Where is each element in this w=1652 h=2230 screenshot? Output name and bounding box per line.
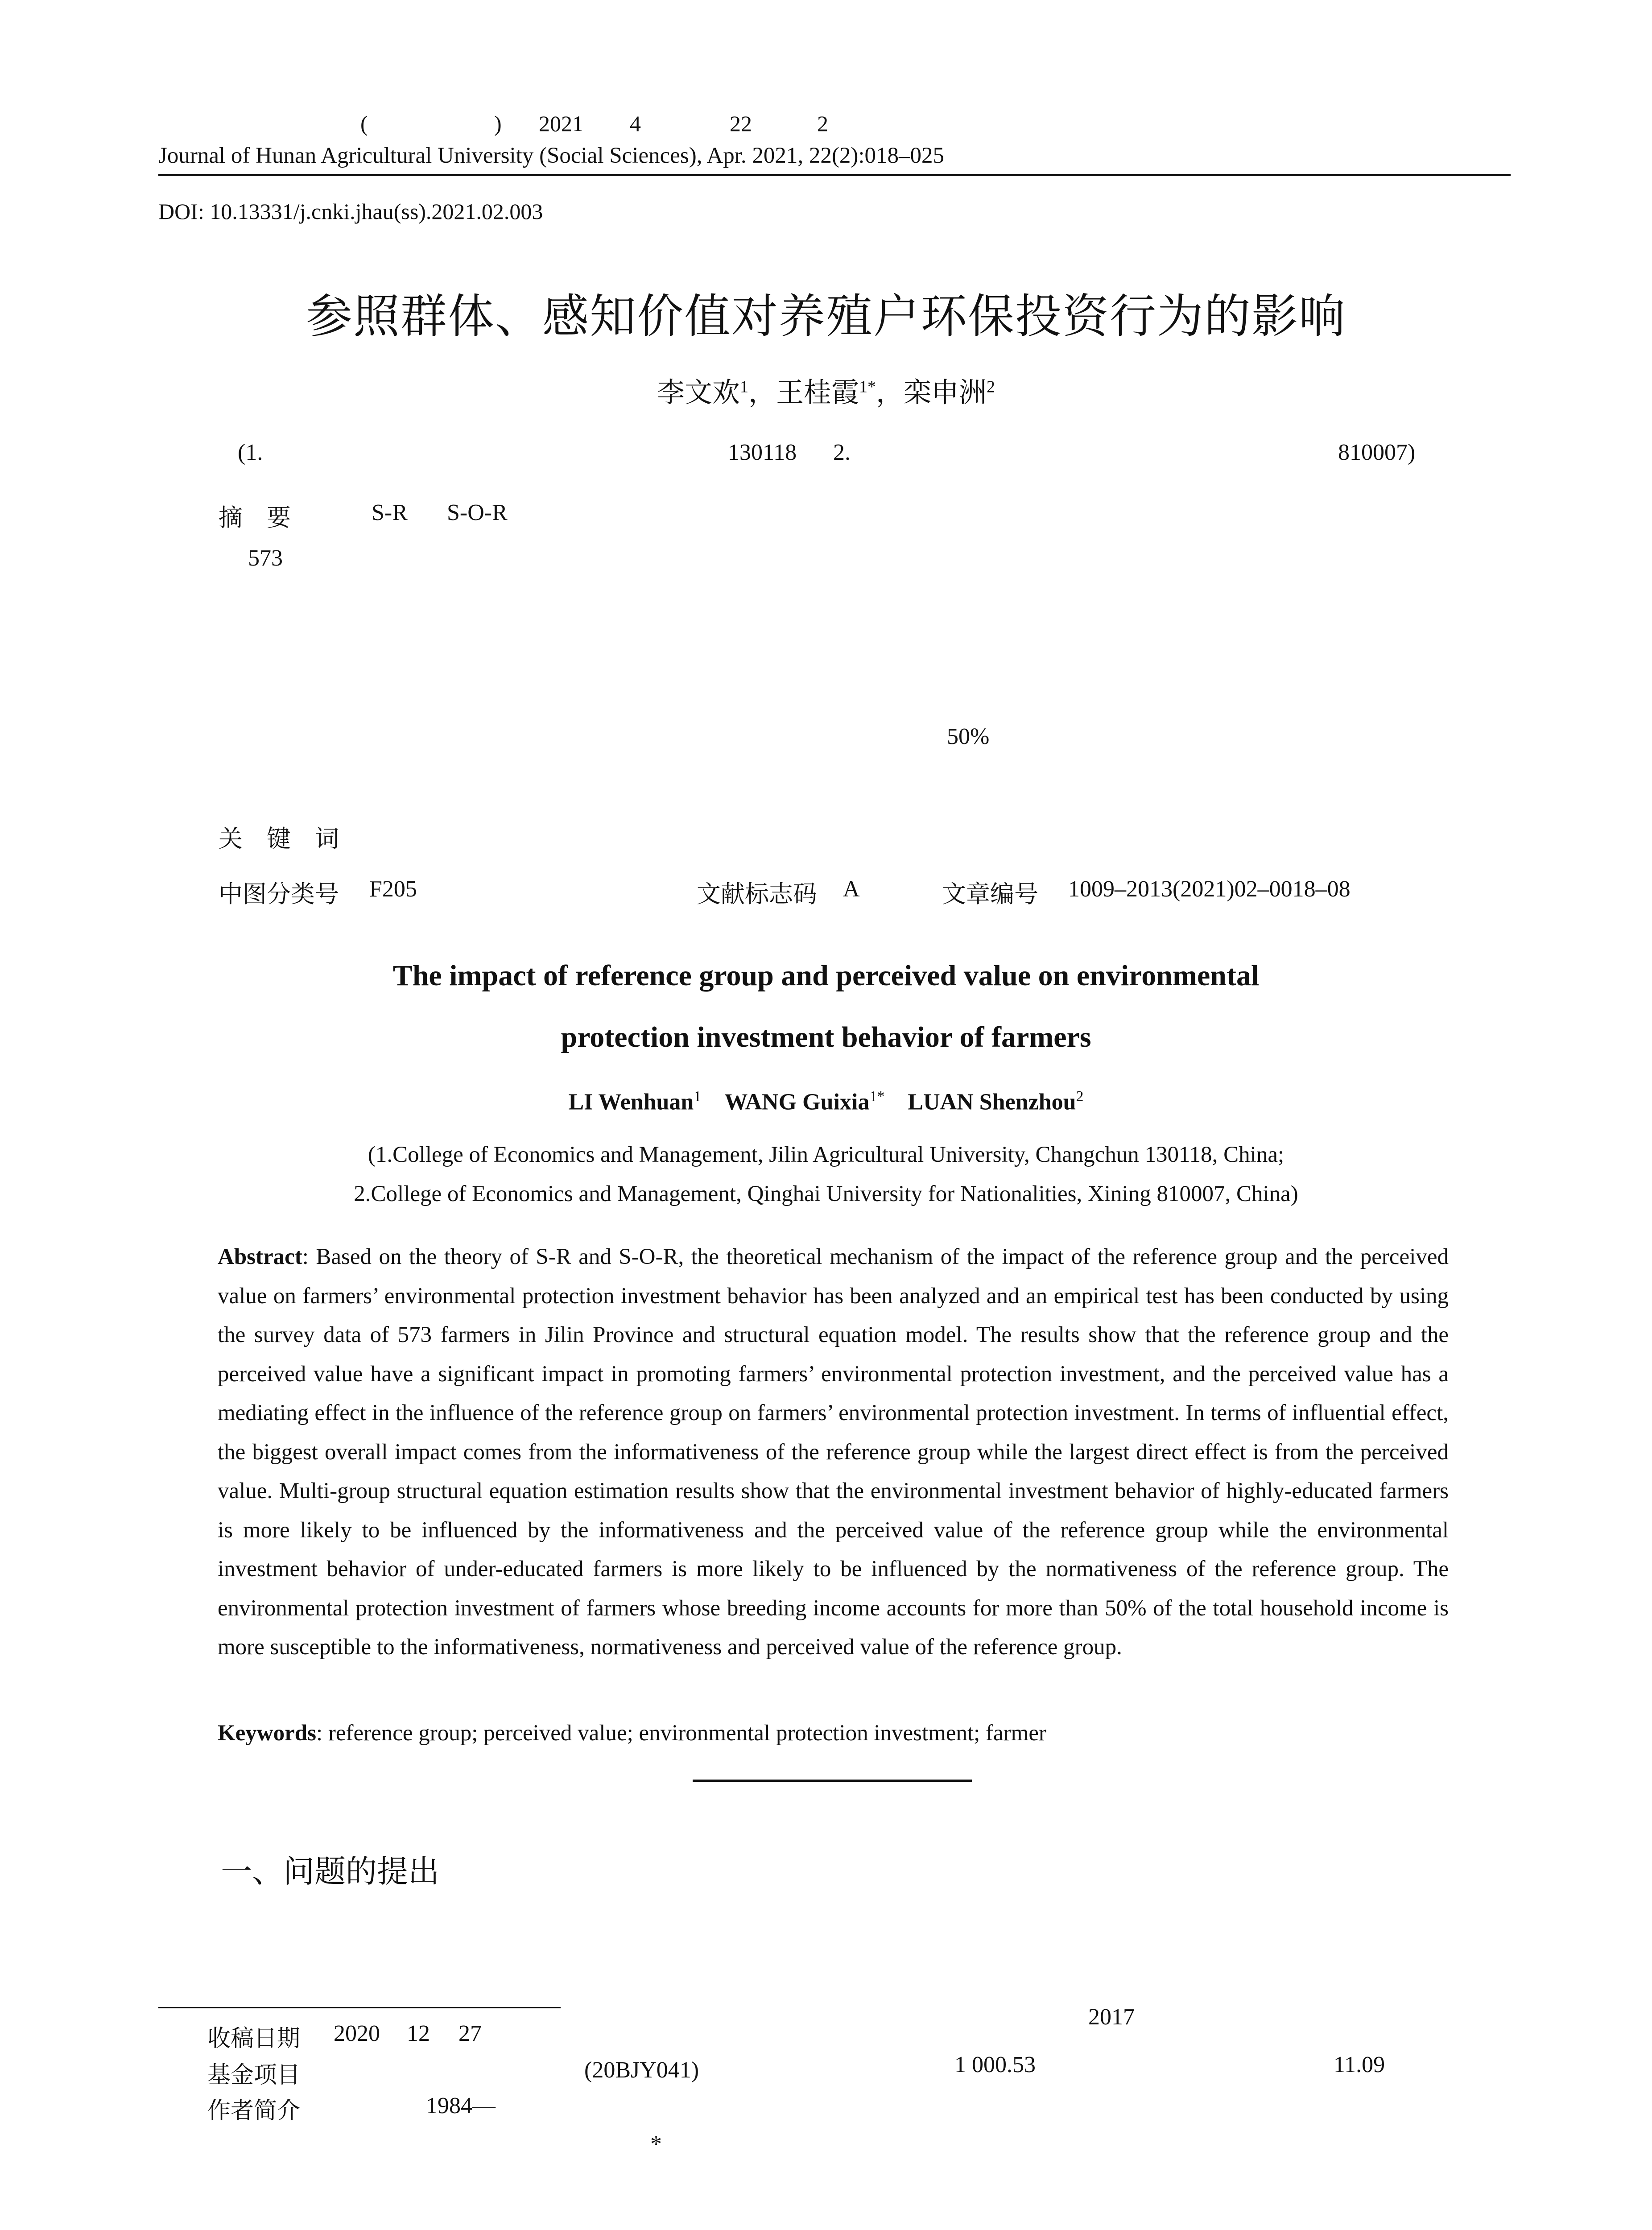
paper-title-en-line2: protection investment behavior of farmers (561, 1021, 1091, 1053)
header-issue: 2 (817, 111, 828, 136)
author-affil-mark: 2 (1076, 1088, 1084, 1105)
fund-code: (20BJY041) (584, 2057, 699, 2083)
author-name-en: LI Wenhuan (568, 1089, 694, 1115)
doc-code-value: A (843, 876, 860, 902)
authors-cn (0, 370, 1652, 410)
abstract-en-text: : Based on the theory of S-R and S-O-R, the theoretical mechanism of the impact of the reference group and the perceived value on farmers’ environmental protection investment behavior has been analyzed and an empirical test has been conducted by using the survey data of 573 farmers in Jilin Province and structural equation model. The results show that the reference group and the perceived value have a significant impact in promoting farmers’ environmental protection investment, and the perceived value has a mediating effect in the influence of the reference group on farmers’ environmental protection investment. In terms of influential effect, the biggest overall impact comes from the informativeness of the reference group while the largest direct effect is from the perceived value. Multi-group structural equation estimation results show that the environmental investment behavior of highly-educated farmers is more likely to be influenced by the informativeness and the perceived value of the reference group while the environmental investment behavior of under-educated farmers is more likely to be influenced by the normativeness of the reference group. The environmental protection investment of farmers whose breeding income accounts for more than 50% of the total household income is more susceptible to the informativeness, normativeness and perceived value of the reference group. (218, 1244, 1449, 1660)
section-divider (693, 1780, 972, 1782)
authors-en (0, 1088, 1652, 1115)
author-affil-mark: 1* (869, 1088, 885, 1105)
header-rule (158, 174, 1511, 176)
author-name: 李文欢 (657, 376, 740, 409)
received-label: 收稿日期 (207, 2025, 301, 2052)
author-separator: ， (876, 376, 904, 409)
keywords-en-text: : reference group; perceived value; environmental protection investment; farmer (316, 1721, 1046, 1746)
keywords-en (218, 1720, 1046, 1746)
author-separator: ， (748, 376, 776, 409)
section-heading: 一、问题的提出 (221, 1853, 439, 1890)
fund-label: 基金项目 (207, 2062, 301, 2089)
affiliation-postcode: 810007) (1338, 440, 1416, 465)
author-affil-mark: 1 (739, 377, 748, 396)
abstract-cn-fragment: S-O-R (447, 500, 508, 525)
affiliation-postcode: 130118 (728, 440, 797, 465)
corresponding-star: * (650, 2131, 662, 2157)
received-month: 12 (407, 2021, 430, 2046)
keywords-cn-label: 关 键 词 (219, 825, 339, 853)
author-affil-mark: 2 (987, 377, 995, 396)
article-number-label: 文章编号 (942, 880, 1038, 908)
body-fragment: 1 000.53 (954, 2052, 1036, 2077)
author-name: 栾申洲 (904, 376, 987, 409)
doc-code-label: 文献标志码 (697, 880, 817, 908)
abstract-cn-fragment: 573 (248, 545, 283, 571)
keywords-en-label: Keywords (218, 1721, 316, 1746)
author-affil-mark: 1 (694, 1088, 702, 1105)
article-number-value: 1009–2013(2021)02–0018–08 (1068, 876, 1351, 902)
author-birth-year: 1984— (426, 2093, 496, 2118)
author-name-en: WANG Guixia (724, 1089, 870, 1115)
header-month: 4 (630, 111, 641, 136)
affiliation-fragment: (1. (238, 440, 263, 465)
author-name-en: LUAN Shenzhou (908, 1089, 1076, 1115)
received-year: 2020 (334, 2021, 380, 2046)
author-affil-mark: 1* (859, 377, 876, 396)
abstract-cn-fragment: 50% (947, 724, 990, 749)
body-fragment: 2017 (1088, 2004, 1135, 2030)
received-day: 27 (458, 2021, 482, 2046)
paper-title-cn: 参照群体、感知价值对养殖户环保投资行为的影响 (306, 289, 1346, 343)
author-name: 王桂霞 (776, 376, 859, 409)
author-bio-label: 作者简介 (207, 2098, 301, 2124)
abstract-cn-fragment: S-R (372, 500, 408, 525)
affiliation-fragment: 2. (833, 440, 851, 465)
paper-title-en-line1: The impact of reference group and perceived value on environmental (392, 959, 1260, 992)
journal-citation: Journal of Hunan Agricultural University (Social Sciences), Apr. 2021, 22(2):018–025 (158, 143, 945, 168)
abstract-cn-label: 摘 要 (219, 504, 291, 532)
abstract-en-label: Abstract (218, 1244, 302, 1269)
clc-value: F205 (369, 876, 417, 902)
header-fragment: ( (360, 111, 368, 136)
header-year: 2021 (539, 111, 583, 136)
footnote-rule (158, 2007, 561, 2008)
header-volume: 22 (730, 111, 752, 136)
abstract-en (218, 1238, 1449, 1667)
body-fragment: 11.09 (1334, 2052, 1385, 2077)
doi: DOI: 10.13331/j.cnki.jhau(ss).2021.02.003 (158, 199, 543, 224)
affiliation-en-line1: (1.College of Economics and Management, Jilin Agricultural University, Changchun 130118, China; (368, 1142, 1284, 1167)
affiliation-en-line2: 2.College of Economics and Management, Qinghai University for Nationalities, Xining 810007, China) (354, 1181, 1298, 1206)
clc-label: 中图分类号 (219, 880, 339, 908)
header-fragment: ) (494, 111, 502, 136)
